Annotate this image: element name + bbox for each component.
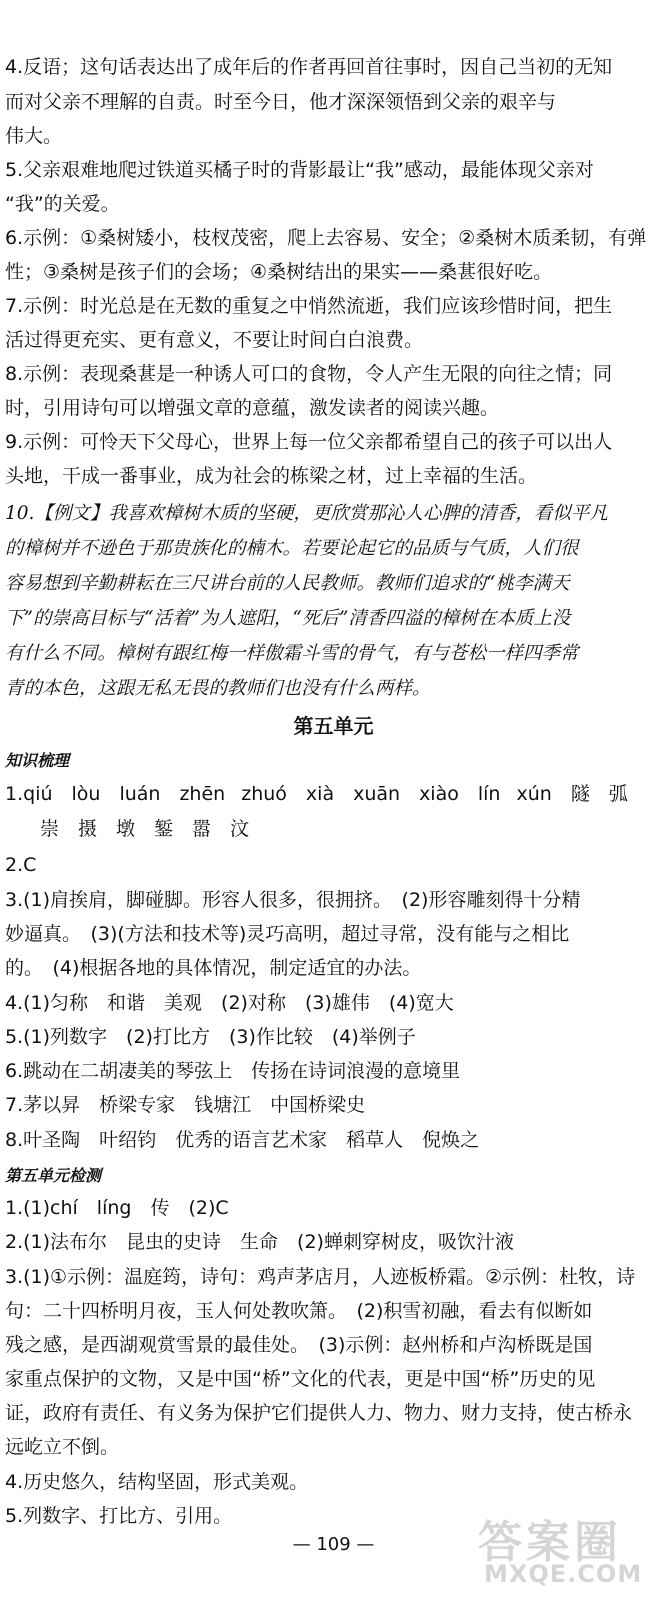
answer-line: 性；③桑树是孩子们的会场；④桑树结出的果实——桑葚很好吃。: [5, 261, 553, 283]
answer-line: 5.(1)列数字 (2)打比方 (3)作比较 (4)举例子: [5, 1026, 416, 1048]
answer-line: 6.跳动在二胡凄美的琴弦上 传扬在诗词浪漫的意境里: [5, 1060, 461, 1082]
answer-line: 1.(1)chí líng 传 (2)C: [5, 1197, 229, 1219]
example-essay-line: 的樟树并不逊色于那贵族化的楠木。若要论起它的品质与气质，人们很: [5, 538, 579, 559]
example-essay-line: 青的本色，这跟无私无畏的教师们也没有什么两样。: [5, 678, 431, 699]
answer-line: 6.示例：①桑树矮小，枝杈茂密，爬上去容易、安全；②桑树木质柔韧，有弹: [5, 227, 647, 249]
answer-line: 5.列数字、打比方、引用。: [5, 1505, 233, 1527]
answer-line: 远屹立不倒。: [5, 1436, 120, 1458]
section-heading: 知识梳理: [5, 751, 70, 770]
watermark-text: 答案圈: [478, 1517, 622, 1568]
unit-title: 第五单元: [293, 714, 374, 738]
answer-line: 家重点保护的文物，又是中国“桥”文化的代表，更是中国“桥”历史的见: [5, 1368, 596, 1390]
answer-line: 4.反语；这句话表达出了成年后的作者再回首往事时，因自己当初的无知: [5, 56, 613, 78]
example-essay-line: 有什么不同。樟树有跟红梅一样傲霜斗雪的骨气，有与苍松一样四季常: [5, 643, 579, 664]
answer-line: 伟大。: [5, 125, 63, 147]
answer-line: 8.叶圣陶 叶绍钧 优秀的语言艺术家 稻草人 倪焕之: [5, 1129, 480, 1151]
answer-line: 3.(1)肩挨肩，脚碰脚。形容人很多，很拥挤。 (2)形容雕刻得十分精: [5, 889, 581, 911]
answer-line: 3.(1)①示例：温庭筠，诗句：鸡声茅店月，人迹板桥霜。②示例：杜牧，诗: [5, 1266, 636, 1288]
example-essay-line: 10.【例文】我喜欢樟树木质的坚硬，更欣赏那沁人心脾的清香，看似平凡: [5, 503, 608, 524]
answer-line: 7.示例：时光总是在无数的重复之中悄然流逝，我们应该珍惜时间，把生: [5, 295, 613, 317]
answer-line: 5.父亲艰难地爬过铁道买橘子时的背影最让“我”感动，最能体现父亲对: [5, 159, 594, 181]
answer-line: 7.茅以昇 桥梁专家 钱塘江 中国桥梁史: [5, 1094, 366, 1116]
answer-line: 9.示例：可怜天下父母心，世界上每一位父亲都希望自己的孩子可以出人: [5, 431, 613, 453]
answer-line: 8.示例：表现桑葚是一种诱人可口的食物，令人产生无限的向往之情；同: [5, 363, 613, 385]
answer-line: 1.qiú lòu luán zhēn zhuó xià xuān xiào lín xún 隧 弧: [5, 783, 628, 805]
answer-line: 残之感，是西湖观赏雪景的最佳处。 (3)示例：赵州桥和卢沟桥既是国: [5, 1334, 593, 1356]
answer-line: 2.(1)法布尔 昆虫的史诗 生命 (2)蝉刺穿树皮，吸饮汁液: [5, 1231, 514, 1253]
answer-line: 证，政府有责任、有义务为保护它们提供人力、物力、财力支持，使古桥永: [5, 1402, 633, 1424]
answer-line: 4.(1)匀称 和谐 美观 (2)对称 (3)雄伟 (4)宽大: [5, 992, 454, 1014]
answer-line: 的。 (4)根据各地的具体情况，制定适宜的办法。: [5, 957, 422, 979]
answer-line: 活过得更充实、更有意义，不要让时间白白浪费。: [5, 329, 424, 351]
example-essay-line: 下”的崇高目标与“活着”为人遮阳，“死后”清香四溢的樟树在本质上没: [5, 608, 571, 629]
answer-line: 时，引用诗句可以增强文章的意蕴，激发读者的阅读兴趣。: [5, 397, 500, 419]
answer-line: “我”的关爱。: [5, 193, 120, 215]
answer-line: 而对父亲不理解的自责。时至今日，他才深深领悟到父亲的艰辛与: [5, 91, 557, 113]
section-heading: 第五单元检测: [5, 1166, 102, 1185]
page-number: — 109 —: [292, 1534, 375, 1555]
example-essay-line: 容易想到辛勤耕耘在三尺讲台前的人民教师。教师们追求的“桃李满天: [5, 573, 570, 594]
answer-line: 崇 摄 墩 錾 嚣 汶: [40, 818, 250, 840]
answer-line: 4.历史悠久，结构坚固，形式美观。: [5, 1471, 309, 1493]
answer-line: 妙逼真。 (3)(方法和技术等)灵巧高明，超过寻常，没有能与之相比: [5, 923, 570, 945]
answer-line: 2.C: [5, 854, 37, 876]
answer-line: 句：二十四桥明月夜，玉人何处教吹箫。 (2)积雪初融，看去有似断如: [5, 1300, 593, 1322]
answer-line: 头地，干成一番事业，成为社会的栋梁之材，过上幸福的生活。: [5, 465, 538, 487]
watermark-url: MXQE.COM: [484, 1560, 643, 1588]
watermark-logo: [478, 1506, 660, 1594]
